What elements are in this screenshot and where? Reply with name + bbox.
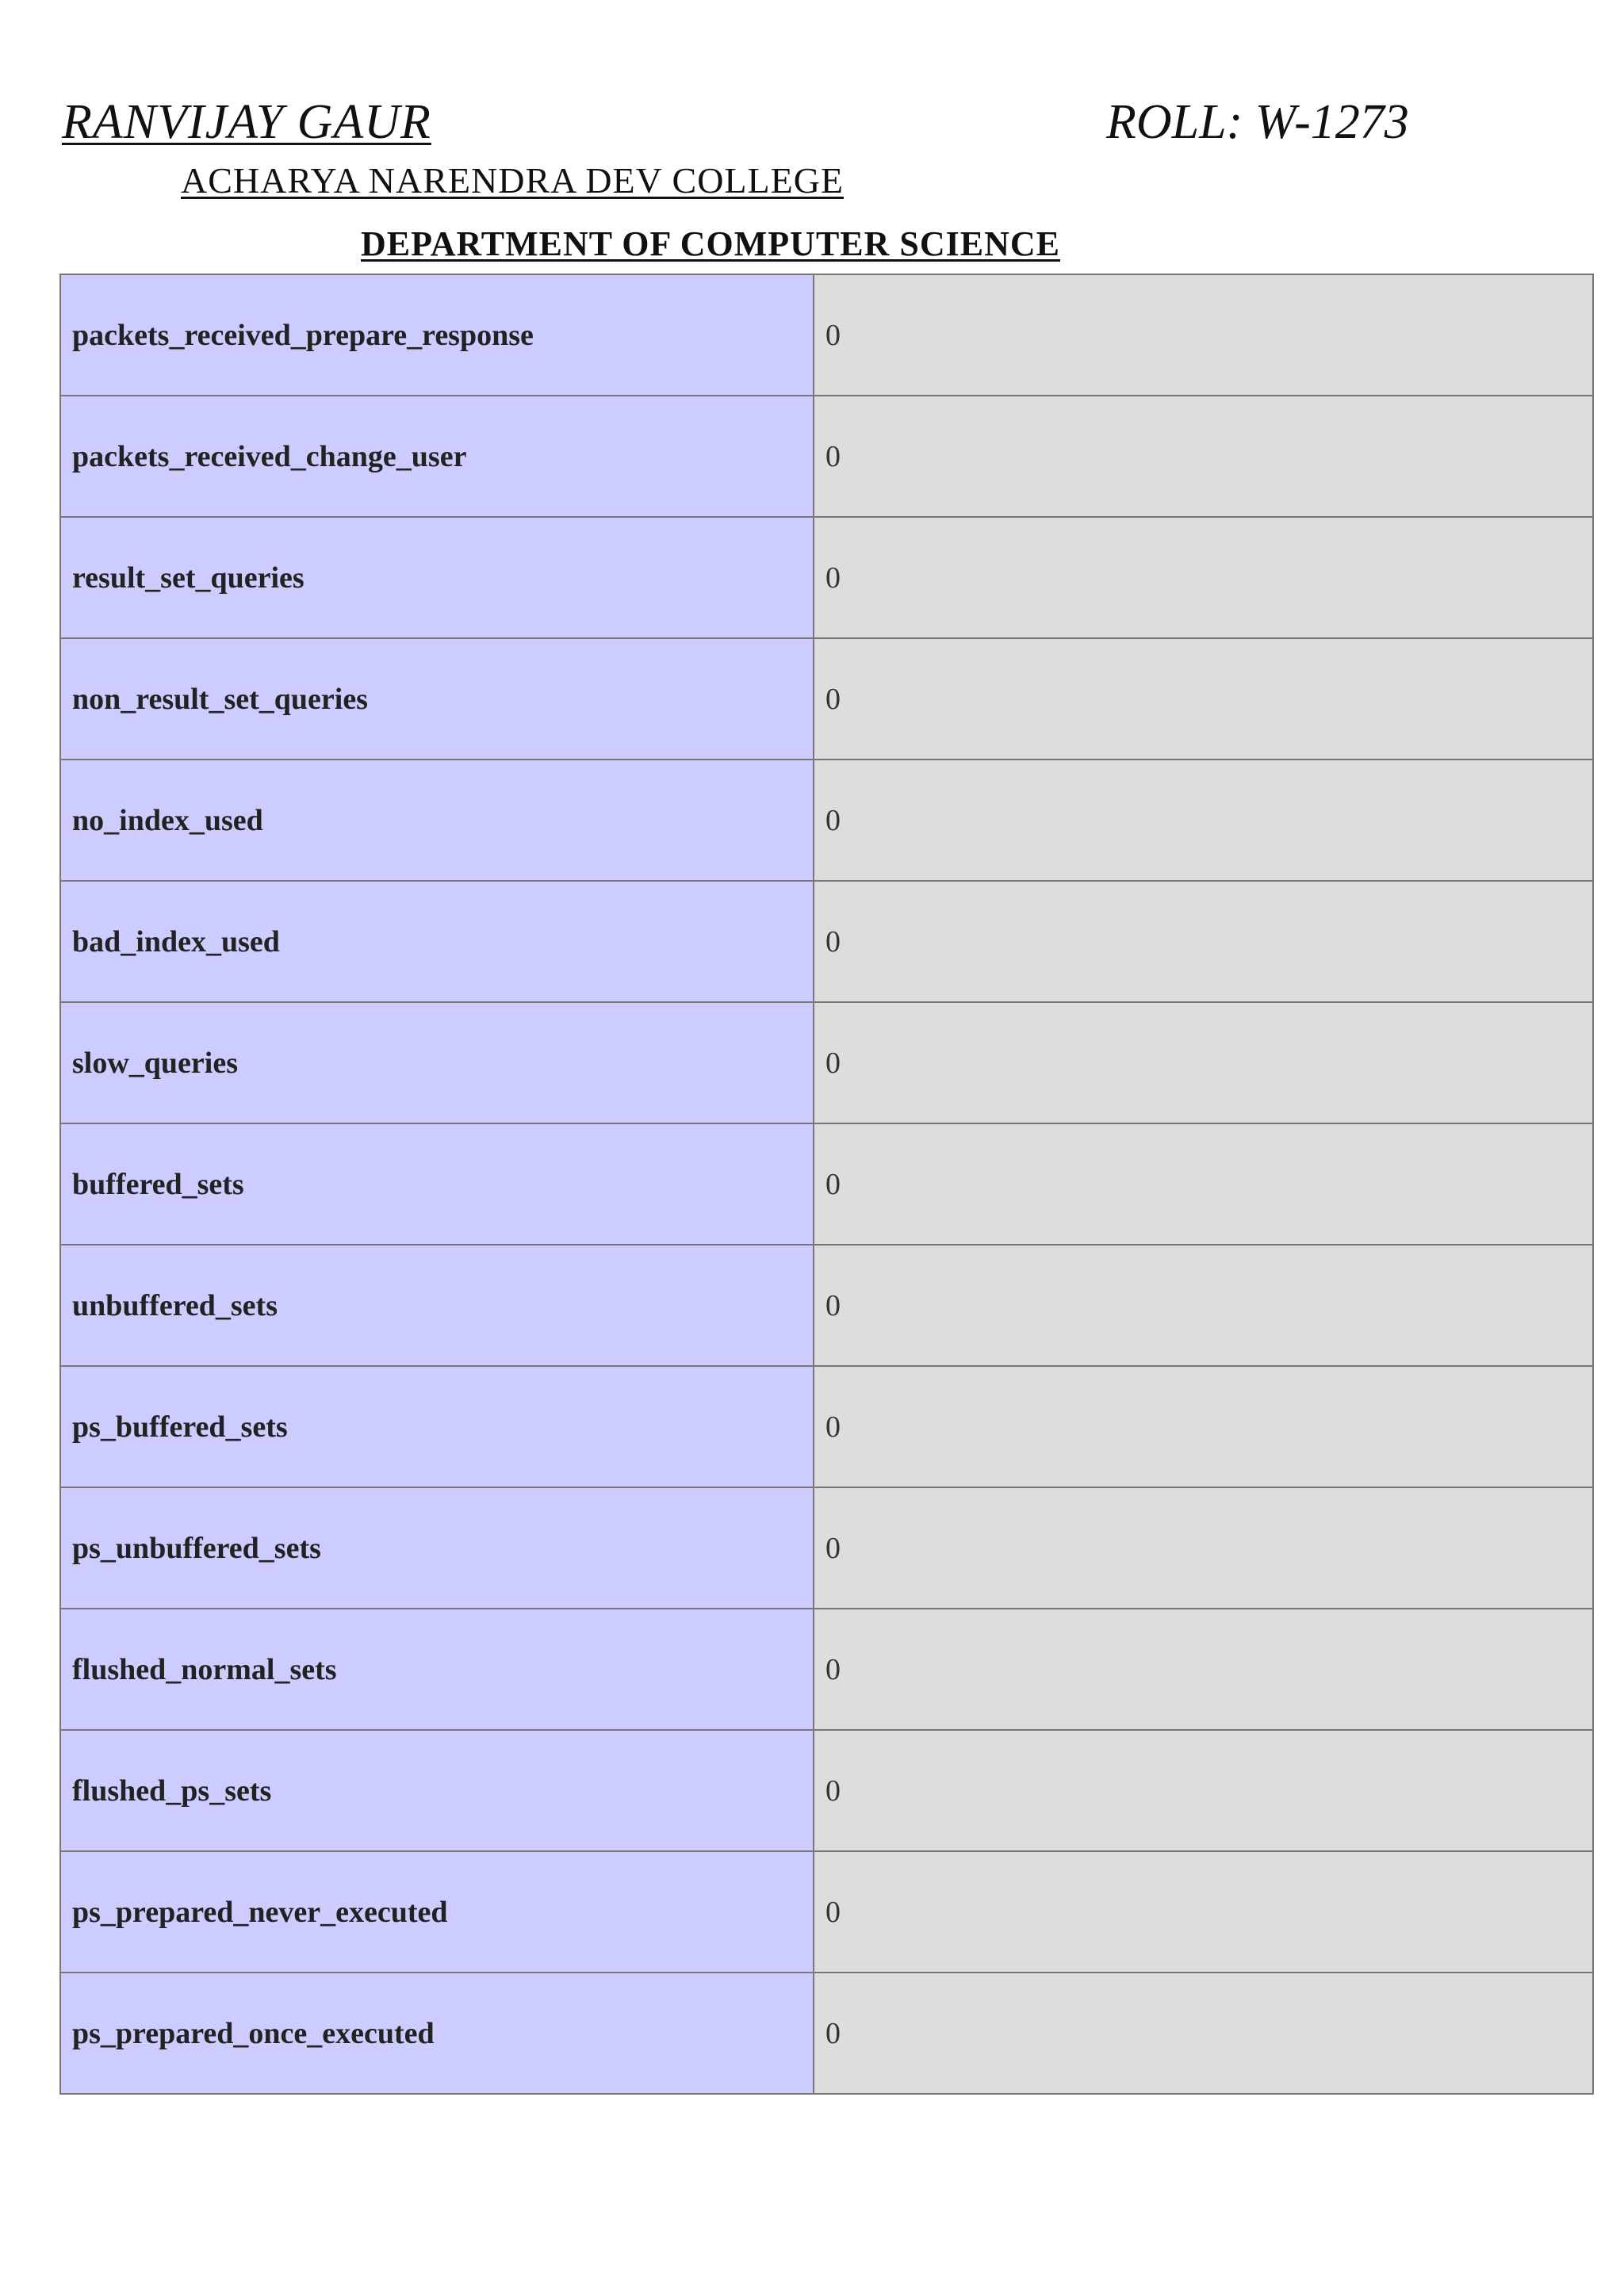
stat-value-cell: 0 [814, 1851, 1593, 1973]
stat-name-cell: ps_unbuffered_sets [60, 1487, 814, 1609]
student-name: RANVIJAY GAUR [62, 95, 431, 149]
stat-value-cell: 0 [814, 396, 1593, 517]
stat-name-cell: packets_received_change_user [60, 396, 814, 517]
table-row [60, 396, 1593, 517]
table-row [60, 1609, 1593, 1730]
table-row [60, 1730, 1593, 1851]
stat-value-cell: 0 [814, 638, 1593, 760]
stat-name-cell: non_result_set_queries [60, 638, 814, 760]
stat-value-cell: 0 [814, 274, 1593, 396]
stat-name-cell: ps_prepared_once_executed [60, 1973, 814, 2094]
stat-name-cell: slow_queries [60, 1002, 814, 1123]
stats-table [59, 274, 1594, 2095]
stat-name-cell: flushed_normal_sets [60, 1609, 814, 1730]
table-row [60, 881, 1593, 1002]
table-row [60, 1002, 1593, 1123]
stat-value-cell: 0 [814, 1366, 1593, 1487]
stat-value-cell: 0 [814, 1123, 1593, 1245]
stat-value-cell: 0 [814, 1973, 1593, 2094]
stat-name-cell: flushed_ps_sets [60, 1730, 814, 1851]
table-row [60, 1487, 1593, 1609]
table-row [60, 638, 1593, 760]
stat-name-cell: no_index_used [60, 760, 814, 881]
table-row [60, 1851, 1593, 1973]
stat-value-cell: 0 [814, 517, 1593, 638]
stat-name-cell: ps_buffered_sets [60, 1366, 814, 1487]
stat-name-cell: bad_index_used [60, 881, 814, 1002]
table-row [60, 1123, 1593, 1245]
stat-name-cell: unbuffered_sets [60, 1245, 814, 1366]
table-row [60, 1366, 1593, 1487]
stat-value-cell: 0 [814, 1245, 1593, 1366]
stat-name-cell: ps_prepared_never_executed [60, 1851, 814, 1973]
stat-value-cell: 0 [814, 1487, 1593, 1609]
stat-value-cell: 0 [814, 881, 1593, 1002]
stat-name-cell: buffered_sets [60, 1123, 814, 1245]
table-row [60, 760, 1593, 881]
stat-value-cell: 0 [814, 1730, 1593, 1851]
table-row [60, 1245, 1593, 1366]
department-name: DEPARTMENT OF COMPUTER SCIENCE [361, 224, 1061, 263]
stat-value-cell: 0 [814, 1609, 1593, 1730]
stat-name-cell: packets_received_prepare_response [60, 274, 814, 396]
stat-value-cell: 0 [814, 760, 1593, 881]
stat-value-cell: 0 [814, 1002, 1593, 1123]
table-row [60, 517, 1593, 638]
table-row [60, 274, 1593, 396]
college-name: ACHARYA NARENDRA DEV COLLEGE [181, 160, 845, 201]
stats-table-body [60, 274, 1593, 2094]
table-row [60, 1973, 1593, 2094]
stat-name-cell: result_set_queries [60, 517, 814, 638]
roll-number: ROLL: W-1273 [1106, 95, 1409, 149]
